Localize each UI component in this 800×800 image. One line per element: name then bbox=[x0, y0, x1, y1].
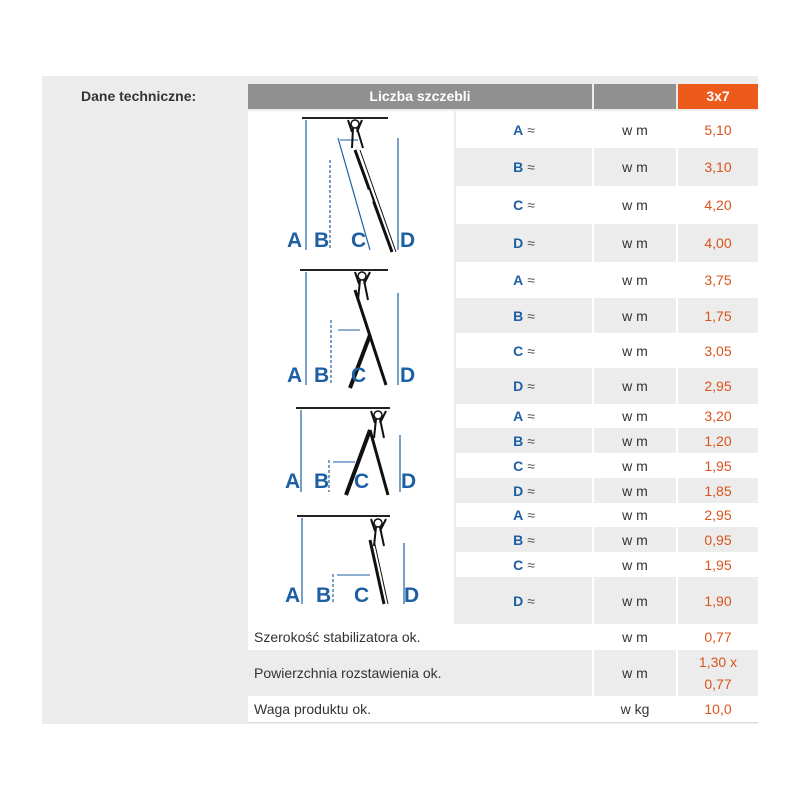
dimension-letter: B bbox=[513, 432, 524, 449]
unit-cell: w m bbox=[622, 507, 648, 523]
unit-cell: w m bbox=[622, 197, 648, 213]
dimension-letter: A bbox=[513, 507, 524, 523]
unit-cell: w m bbox=[622, 342, 648, 359]
unit-cell: w m bbox=[622, 592, 648, 609]
unit-cell: w kg bbox=[620, 701, 650, 717]
value-cell: 3,75 bbox=[704, 272, 732, 288]
ladder-diagram-leaning bbox=[285, 516, 419, 607]
diagram-letter: D bbox=[401, 470, 417, 493]
value-cell: 0,77 bbox=[704, 629, 732, 645]
unit-cell: w m bbox=[622, 531, 648, 548]
dimension-letter: C bbox=[513, 457, 524, 474]
value-cell: 5,10 bbox=[704, 121, 732, 138]
unit-cell: w m bbox=[622, 378, 648, 394]
ladder-diagram-aframe bbox=[285, 408, 416, 495]
approx-sign: ≈ bbox=[527, 235, 535, 251]
unit-cell: w m bbox=[622, 408, 648, 424]
dimension-letter: D bbox=[513, 378, 524, 394]
value-cell: 3,05 bbox=[704, 342, 732, 359]
unit-cell: w m bbox=[622, 235, 648, 251]
diagram-letter: D bbox=[400, 364, 416, 387]
value-line: 0,77 bbox=[704, 676, 732, 692]
unit-cell: w m bbox=[622, 432, 648, 449]
dimension-letter: B bbox=[513, 307, 524, 324]
diagram-letter: B bbox=[314, 229, 330, 252]
diagram-letter: A bbox=[285, 584, 301, 607]
header-model-value: 3x7 bbox=[678, 84, 758, 109]
diagram-letter: C bbox=[351, 229, 367, 252]
row-label: Waga produktu ok. bbox=[254, 701, 371, 717]
dimension-letter: C bbox=[513, 342, 524, 359]
dimension-letter: A bbox=[513, 121, 524, 138]
value-cell: 2,95 bbox=[704, 378, 732, 394]
value-cell: 3,10 bbox=[704, 159, 732, 175]
unit-cell: w m bbox=[622, 159, 648, 175]
section-title: Dane techniczne: bbox=[81, 88, 197, 104]
approx-sign: ≈ bbox=[527, 408, 535, 424]
ladder-diagram-extended bbox=[287, 118, 415, 252]
approx-sign: ≈ bbox=[527, 482, 535, 499]
value-cell: 1,95 bbox=[704, 556, 732, 573]
unit-cell: w m bbox=[622, 556, 648, 573]
value-line: 1,30 x bbox=[698, 654, 738, 670]
diagram-letter: D bbox=[404, 584, 420, 607]
value-cell: 1,75 bbox=[704, 307, 732, 324]
diagram-letter: B bbox=[314, 364, 330, 387]
unit-cell: w m bbox=[622, 665, 648, 681]
approx-sign: ≈ bbox=[527, 159, 535, 175]
approx-sign: ≈ bbox=[527, 342, 535, 359]
row-label: Powierzchnia rozstawienia ok. bbox=[254, 665, 442, 681]
approx-sign: ≈ bbox=[527, 556, 535, 573]
diagram-letter: B bbox=[316, 584, 332, 607]
value-cell: 1,90 bbox=[704, 592, 732, 609]
dimension-letter: D bbox=[513, 235, 524, 251]
approx-sign: ≈ bbox=[527, 592, 535, 609]
dimension-letter: C bbox=[513, 197, 524, 213]
value-cell: 4,20 bbox=[704, 197, 732, 213]
ladder-diagram-combined bbox=[287, 270, 415, 388]
value-cell: 1,85 bbox=[704, 482, 732, 499]
diagram-letter: C bbox=[354, 470, 370, 493]
approx-sign: ≈ bbox=[527, 457, 535, 474]
dimension-letter: D bbox=[513, 482, 524, 499]
unit-cell: w m bbox=[622, 121, 648, 138]
dimension-letter: A bbox=[513, 272, 524, 288]
approx-sign: ≈ bbox=[527, 307, 535, 324]
value-cell: 0,95 bbox=[704, 531, 732, 548]
approx-sign: ≈ bbox=[527, 272, 535, 288]
unit-cell: w m bbox=[622, 272, 648, 288]
diagram-letter: D bbox=[400, 229, 416, 252]
unit-cell: w m bbox=[622, 307, 648, 324]
dimension-letter: B bbox=[513, 159, 524, 175]
unit-cell: w m bbox=[622, 629, 648, 645]
approx-sign: ≈ bbox=[527, 432, 535, 449]
dimension-letter: D bbox=[513, 592, 524, 609]
dimension-letter: C bbox=[513, 556, 524, 573]
dimension-letter: B bbox=[513, 531, 524, 548]
diagram-letter: A bbox=[287, 229, 303, 252]
value-cell: 1,20 bbox=[704, 432, 732, 449]
diagram-letter: C bbox=[354, 584, 370, 607]
diagram-letter: C bbox=[351, 364, 367, 387]
approx-sign: ≈ bbox=[527, 197, 535, 213]
value-cell: 1,95 bbox=[704, 457, 732, 474]
approx-sign: ≈ bbox=[527, 378, 535, 394]
diagram-letter: A bbox=[285, 470, 301, 493]
diagram-letter: B bbox=[314, 470, 330, 493]
header-rungs-label: Liczba szczebli bbox=[248, 84, 592, 109]
approx-sign: ≈ bbox=[527, 121, 535, 138]
unit-cell: w m bbox=[622, 482, 648, 499]
value-cell: 4,00 bbox=[704, 235, 732, 251]
value-cell: 10,0 bbox=[704, 701, 732, 717]
dimension-letter: A bbox=[513, 408, 524, 424]
value-cell: 3,20 bbox=[704, 408, 732, 424]
value-cell: 2,95 bbox=[704, 507, 732, 523]
approx-sign: ≈ bbox=[527, 507, 535, 523]
approx-sign: ≈ bbox=[527, 531, 535, 548]
row-label: Szerokość stabilizatora ok. bbox=[254, 629, 421, 645]
diagram-letter: A bbox=[287, 364, 303, 387]
unit-cell: w m bbox=[622, 457, 648, 474]
